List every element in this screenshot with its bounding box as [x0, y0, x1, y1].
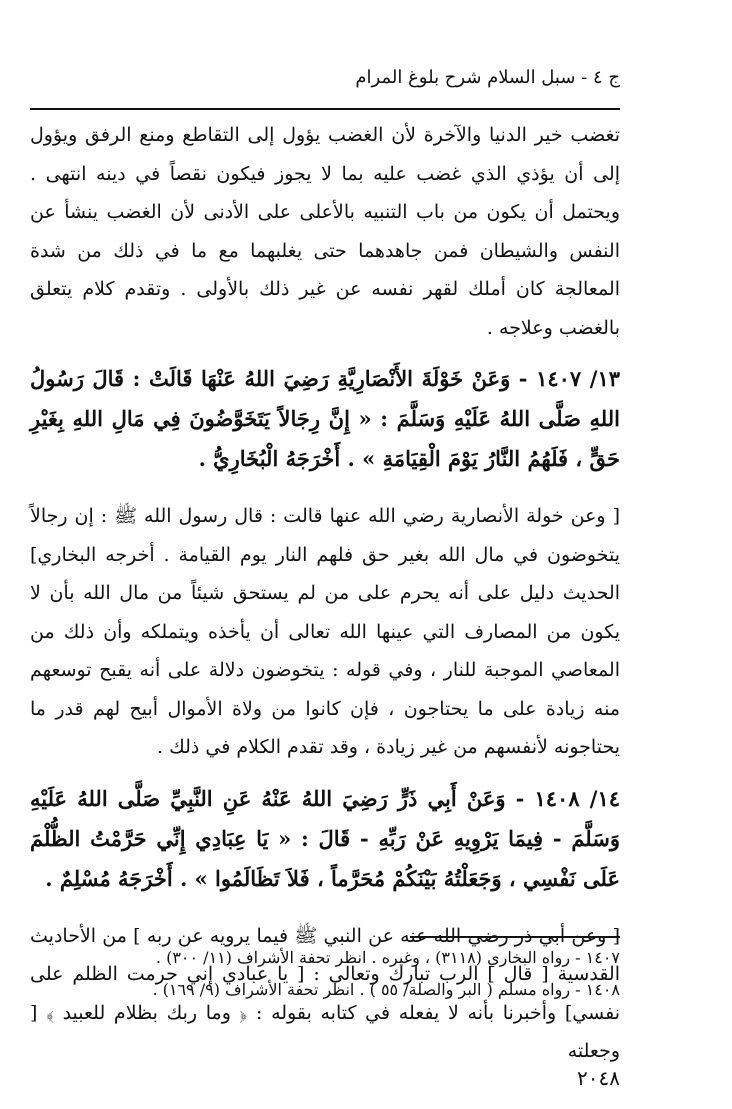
page-number: ٢٠٤٨: [577, 1066, 620, 1090]
body-text: [30, 116, 620, 1071]
footnote-1407: ١٤٠٧ - رواه البخاري (٣١١٨) ، وغيره . انظر تحفة الأشراف (١١/ ٣٠٠) .: [155, 948, 620, 967]
running-head: ج ٤ - سبل السلام شرح بلوغ المرام: [355, 67, 620, 88]
commentary-paragraph-1: تغضب خير الدنيا والآخرة لأن الغضب يؤول إلى التقاطع ومنع الرفق ويؤول إلى أن يؤذي الذي غضب عليه بما لا يجوز فيكون نقصاً في دينه انتهى . ويحتمل أن يكون من باب التنبيه بالأعلى على الأدنى لأن الغضب ينشأ عن النفس والشيطان فمن جاهدهما حتى يغلبهما مع ما في ذلك من شدة المعالجة كان أملك لقهر نفسه عن غير ذلك بالأولى . وتقدم كلام يتعلق بالغضب وعلاجه .: [30, 124, 620, 339]
header-rule: [30, 108, 620, 110]
hadith-1408: ١٤/ ١٤٠٨ - وَعَنْ أَبِي ذَرٍّ رَضِيَ اللهُ عَنْهُ عَنِ النَّبِيِّ صَلَّى اللهُ عَلَيْهِ وَسَلَّمَ - فِيمَا يَرْوِيهِ عَنْ رَبِّهِ - قَالَ : « يَا عِبَادِي إِنِّي حَرَّمْتُ الظُّلْمَ عَلَى نَفْسِي ، وَجَعَلْتُهُ بَيْنَكُمْ مُحَرَّماً ، فَلاَ تَظَالَمُوا » . أَخْرَجَهُ مُسْلِمٌ .: [30, 785, 620, 891]
commentary-paragraph-2: [ وعن خولة الأنصارية رضي الله عنها قالت : قال رسول الله ﷺ : إن رجالاً يتخوضون في مال الله بغير حق فلهم النار يوم القيامة . أخرجه البخاري] الحديث دليل على أنه يحرم على من لم يستحق شيئاً من مال الله بأن لا يكون من المصارف التي عينها الله تعالى أن يأخذه ويتملكه وأن ذلك من المعاصي الموجبة للنار ، وفي قوله : يتخوضون دلالة على أنه يقبح توسعهم منه زيادة على ما يحتاجون ، فإن كانوا من ولاة الأموال أبيح لهم قدر ما يحتاجونه لأنفسهم من غير زيادة ، وقد تقدم الكلام في ذلك .: [30, 505, 620, 758]
footnote-1408: ١٤٠٨ - رواه مسلم ( البر والصلة/ ٥٥ ) . انظر تحفة الأشراف (٩/ ١٦٩) .: [152, 980, 620, 999]
footnote-rule: [410, 936, 620, 938]
commentary-paragraph-3: [ وعن أبي ذر رضي الله عنه عن النبي ﷺ فيما يرويه عن ربه ] من الأحاديث القدسية [ قال ] الرب تبارك وتعالى : [ يا عبادي إني حرمت الظلم على نفسي] وأخبرنا بأنه لا يفعله في كتابه بقوله : ﴿ وما ربك بظلام للعبيد ﴾ [ وجعلته: [30, 924, 620, 1062]
footnotes: [30, 942, 620, 1006]
hadith-1407: ١٣/ ١٤٠٧ - وَعَنْ خَوْلَةَ الأَنْصَارِيَّةِ رَضِيَ اللهُ عَنْهَا قَالَتْ : قَالَ رَسُولُ اللهِ صَلَّى اللهُ عَلَيْهِ وَسَلَّمَ : « إِنَّ رِجَالاً يَتَخَوَّضُونَ فِي مَالِ اللهِ بِغَيْرِ حَقٍّ ، فَلَهُمُ النَّارُ يَوْمَ الْقِيَامَةِ » . أَخْرَجَهُ الْبُخَارِيُّ .: [30, 366, 621, 471]
